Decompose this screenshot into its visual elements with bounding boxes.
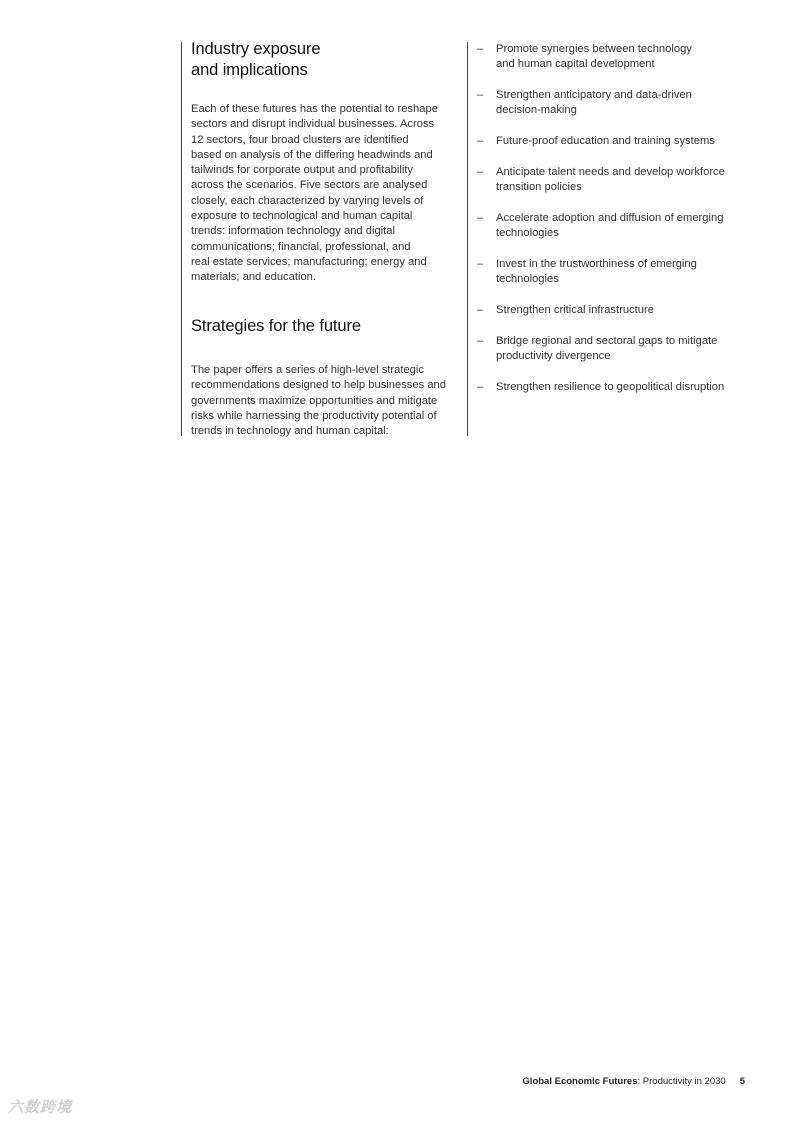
footer-subtitle: Productivity in 2030 [642, 1076, 726, 1087]
list-line: Invest in the trustworthiness of emerging [496, 258, 697, 270]
footer-separator: : [637, 1076, 643, 1087]
paragraph-line: Each of these futures has the potential to reshape [191, 103, 438, 115]
list-item-text [496, 165, 756, 196]
list-item-text [496, 42, 756, 73]
paragraph-line: across the scenarios. Five sectors are analysed [191, 179, 428, 192]
list-item-text [496, 380, 756, 395]
paragraph-line: real estate services; manufacturing; energy and [191, 255, 427, 268]
list-line: Anticipate talent needs and develop workforce [496, 166, 725, 178]
list-line: transition policies [496, 181, 582, 194]
paragraph-line: trends: information technology and digital [191, 225, 395, 238]
list-line: decision-making [496, 104, 577, 117]
list-line: productivity divergence [496, 350, 611, 363]
list-line: Accelerate adoption and diffusion of emerging [496, 212, 724, 224]
heading-strategies: Strategies for the future [191, 317, 361, 335]
right-column [467, 42, 757, 436]
list-line: Promote synergies between technology [496, 43, 692, 55]
paragraph-line: trends in technology and human capital: [191, 425, 389, 438]
page-number: 5 [739, 1076, 745, 1087]
paragraph-line: sectors and disrupt individual businesses. Across [191, 118, 435, 131]
watermark-logo: 六数跨境 [8, 1099, 73, 1116]
dash-bullet: – [477, 166, 484, 178]
paragraph-line: exposure to technological and human capital [191, 210, 413, 223]
list-line: technologies [496, 227, 559, 240]
paragraph-line: governments maximize opportunities and mitigate [191, 394, 438, 407]
paragraph-line: 12 sectors, four broad clusters are identified [191, 133, 409, 146]
list-line: Strengthen critical infrastructure [496, 304, 654, 316]
dash-bullet: – [477, 304, 484, 316]
list-line: Strengthen anticipatory and data-driven [496, 89, 692, 101]
list-line: technologies [496, 273, 559, 286]
dash-bullet: – [477, 258, 484, 270]
paragraph-line: risks while harnessing the productivity potential of [191, 409, 437, 422]
left-column [181, 42, 457, 436]
paragraph-line: tailwinds for corporate output and profitability [191, 164, 414, 177]
list-item-text [496, 88, 756, 119]
paragraph-strategies [191, 363, 459, 439]
footer-publication: Global Economic Futures [522, 1076, 638, 1087]
list-line: Strengthen resilience to geopolitical disruption [496, 381, 725, 393]
list-item-text [496, 334, 756, 365]
dash-bullet: – [477, 135, 484, 147]
list-line: Future-proof education and training systems [496, 135, 715, 147]
dash-bullet: – [477, 89, 484, 101]
list-line: Bridge regional and sectoral gaps to mitigate [496, 335, 718, 347]
page-footer [522, 1076, 745, 1087]
list-item-text [496, 211, 756, 242]
list-item-text [496, 134, 756, 149]
heading-industry-exposure [191, 39, 320, 81]
dash-bullet: – [477, 212, 484, 224]
paragraph-line: The paper offers a series of high-level strategic [191, 364, 424, 376]
dash-bullet: – [477, 43, 484, 55]
paragraph-line: closely, each characterized by varying levels of [191, 194, 424, 207]
heading-line: Industry exposure [191, 40, 321, 58]
list-item-text [496, 303, 756, 318]
paragraph-line: based on analysis of the differing headwinds and [191, 148, 433, 161]
dash-bullet: – [477, 335, 484, 347]
heading-line: and implications [191, 61, 308, 79]
paragraph-line: communications; financial, professional, and [191, 240, 411, 253]
paragraph-line: recommendations designed to help businesses and [191, 379, 446, 392]
list-line: and human capital development [496, 58, 655, 71]
list-item-text [496, 257, 756, 288]
paragraph-industry-exposure [191, 102, 459, 286]
dash-bullet: – [477, 381, 484, 393]
paragraph-line: materials; and education. [191, 271, 317, 284]
